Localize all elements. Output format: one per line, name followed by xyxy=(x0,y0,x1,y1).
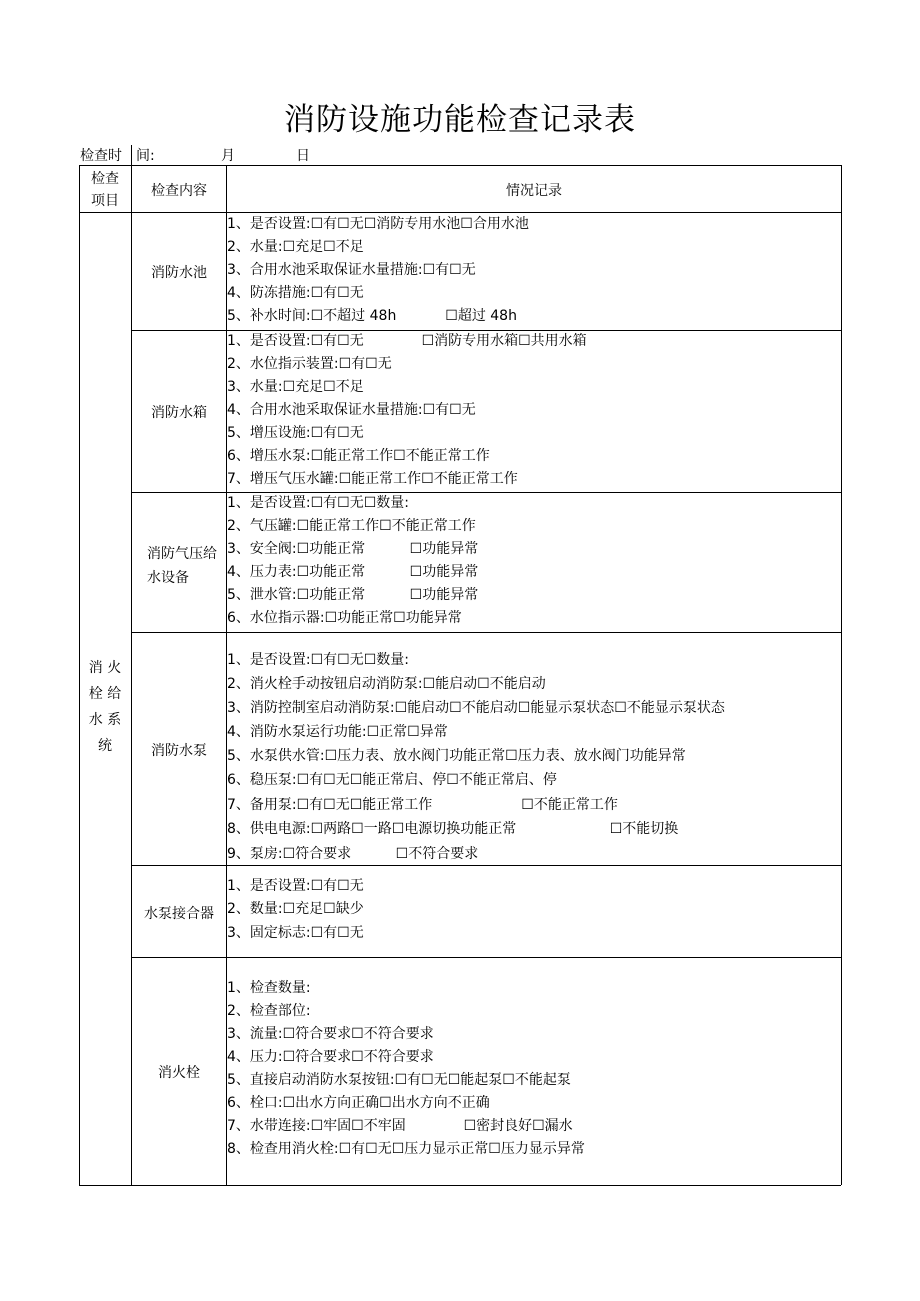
record-line: 1、是否设置:☐有☐无 xyxy=(227,878,364,894)
record-line: 5、补水时间:☐不超过 48h ☐超过 48h xyxy=(227,308,517,324)
section-name-hydrant: 消火栓 xyxy=(158,1065,200,1081)
column-divider-1 xyxy=(131,165,132,1185)
header-record: 情况记录 xyxy=(506,183,562,199)
record-line: 3、消防控制室启动消防泵:☐能启动☐不能启动☐能显示泵状态☐不能显示泵状态 xyxy=(227,700,725,716)
record-line: 1、是否设置:☐有☐无 ☐消防专用水箱☐共用水箱 xyxy=(227,333,587,349)
row-separator xyxy=(131,632,841,633)
table-top-border xyxy=(79,165,841,166)
record-line: 2、水位指示装置:☐有☐无 xyxy=(227,356,392,372)
record-line: 5、泄水管:☐功能正常 ☐功能异常 xyxy=(227,587,479,603)
row-separator xyxy=(131,957,841,958)
record-line: 4、压力:☐符合要求☐不符合要求 xyxy=(227,1049,434,1065)
row-separator xyxy=(131,330,841,331)
record-line: 7、备用泵:☐有☐无☐能正常工作 ☐不能正常工作 xyxy=(227,797,618,813)
record-line: 2、数量:☐充足☐缺少 xyxy=(227,901,364,917)
record-line: 6、水位指示器:☐功能正常☐功能异常 xyxy=(227,610,462,626)
record-line: 5、直接启动消防水泵按钮:☐有☐无☐能起泵☐不能起泵 xyxy=(227,1072,571,1088)
table-bottom-border xyxy=(79,1185,841,1186)
section-name-pump: 消防水泵 xyxy=(151,743,207,759)
record-line: 6、增压水泵:☐能正常工作☐不能正常工作 xyxy=(227,448,490,464)
system-label-line: 栓 给 xyxy=(88,686,122,702)
header-bottom-line xyxy=(79,212,841,213)
section-name-pressure-line-2: 水设备 xyxy=(147,570,189,586)
record-line: 4、防冻措施:☐有☐无 xyxy=(227,285,364,301)
header-item-cell xyxy=(80,168,130,212)
record-line: 3、安全阀:☐功能正常 ☐功能异常 xyxy=(227,541,479,557)
section-name-tank: 消防水箱 xyxy=(151,405,207,421)
row-separator xyxy=(131,865,841,866)
record-line: 6、栓口:☐出水方向正确☐出水方向不正确 xyxy=(227,1095,490,1111)
table-right-border xyxy=(841,165,842,1185)
record-line: 1、检查数量: xyxy=(227,980,311,996)
record-line: 3、流量:☐符合要求☐不符合要求 xyxy=(227,1026,434,1042)
record-line: 7、水带连接:☐牢固☐不牢固 ☐密封良好☐漏水 xyxy=(227,1118,573,1134)
record-line: 4、合用水池采取保证水量措施:☐有☐无 xyxy=(227,402,476,418)
system-label xyxy=(85,655,125,759)
record-line: 2、消火栓手动按钮启动消防泵:☐能启动☐不能启动 xyxy=(227,676,546,692)
record-line: 5、水泵供水管:☐压力表、放水阀门功能正常☐压力表、放水阀门功能异常 xyxy=(227,748,686,764)
section-name-pressure xyxy=(147,542,227,590)
inspection-time-label-2: 间: xyxy=(136,148,155,164)
record-line: 5、增压设施:☐有☐无 xyxy=(227,425,364,441)
header-item-line-2: 项目 xyxy=(91,193,119,209)
record-line: 4、消防水泵运行功能:☐正常☐异常 xyxy=(227,724,448,740)
inspection-time-label: 检查时 xyxy=(80,148,122,164)
record-line: 1、是否设置:☐有☐无☐数量: xyxy=(227,652,409,668)
record-line: 2、气压罐:☐能正常工作☐不能正常工作 xyxy=(227,518,476,534)
month-label: 月 xyxy=(221,148,235,164)
record-line: 1、是否设置:☐有☐无☐消防专用水池☐合用水池 xyxy=(227,216,529,232)
system-label-line: 水 系 xyxy=(88,712,122,728)
header-item-line-1: 检查 xyxy=(91,171,119,187)
section-name-adapter: 水泵接合器 xyxy=(144,906,214,922)
record-line: 7、增压气压水罐:☐能正常工作☐不能正常工作 xyxy=(227,471,518,487)
record-line: 8、供电电源:☐两路☐一路☐电源切换功能正常 ☐不能切换 xyxy=(227,821,679,837)
record-line: 3、水量:☐充足☐不足 xyxy=(227,379,364,395)
time-row-divider xyxy=(131,145,132,165)
record-line: 3、固定标志:☐有☐无 xyxy=(227,925,364,941)
row-separator xyxy=(131,492,841,493)
section-name-pool: 消防水池 xyxy=(151,265,207,281)
record-line: 6、稳压泵:☐有☐无☐能正常启、停☐不能正常启、停 xyxy=(227,772,557,788)
table-left-border xyxy=(79,165,80,1185)
system-label-line: 统 xyxy=(98,738,112,754)
system-label-line: 消 火 xyxy=(88,660,122,676)
day-label: 日 xyxy=(296,148,310,164)
record-line: 2、水量:☐充足☐不足 xyxy=(227,239,364,255)
record-line: 2、检查部位: xyxy=(227,1003,311,1019)
record-line: 4、压力表:☐功能正常 ☐功能异常 xyxy=(227,564,479,580)
record-line: 3、合用水池采取保证水量措施:☐有☐无 xyxy=(227,262,476,278)
page-title: 消防设施功能检查记录表 xyxy=(284,102,636,138)
section-name-pressure-line-1: 消防气压给 xyxy=(147,546,217,562)
record-line: 8、检查用消火栓:☐有☐无☐压力显示正常☐压力显示异常 xyxy=(227,1141,585,1157)
record-line: 1、是否设置:☐有☐无☐数量: xyxy=(227,495,409,511)
record-line: 9、泵房:☐符合要求 ☐不符合要求 xyxy=(227,846,479,862)
header-content: 检查内容 xyxy=(151,183,207,199)
